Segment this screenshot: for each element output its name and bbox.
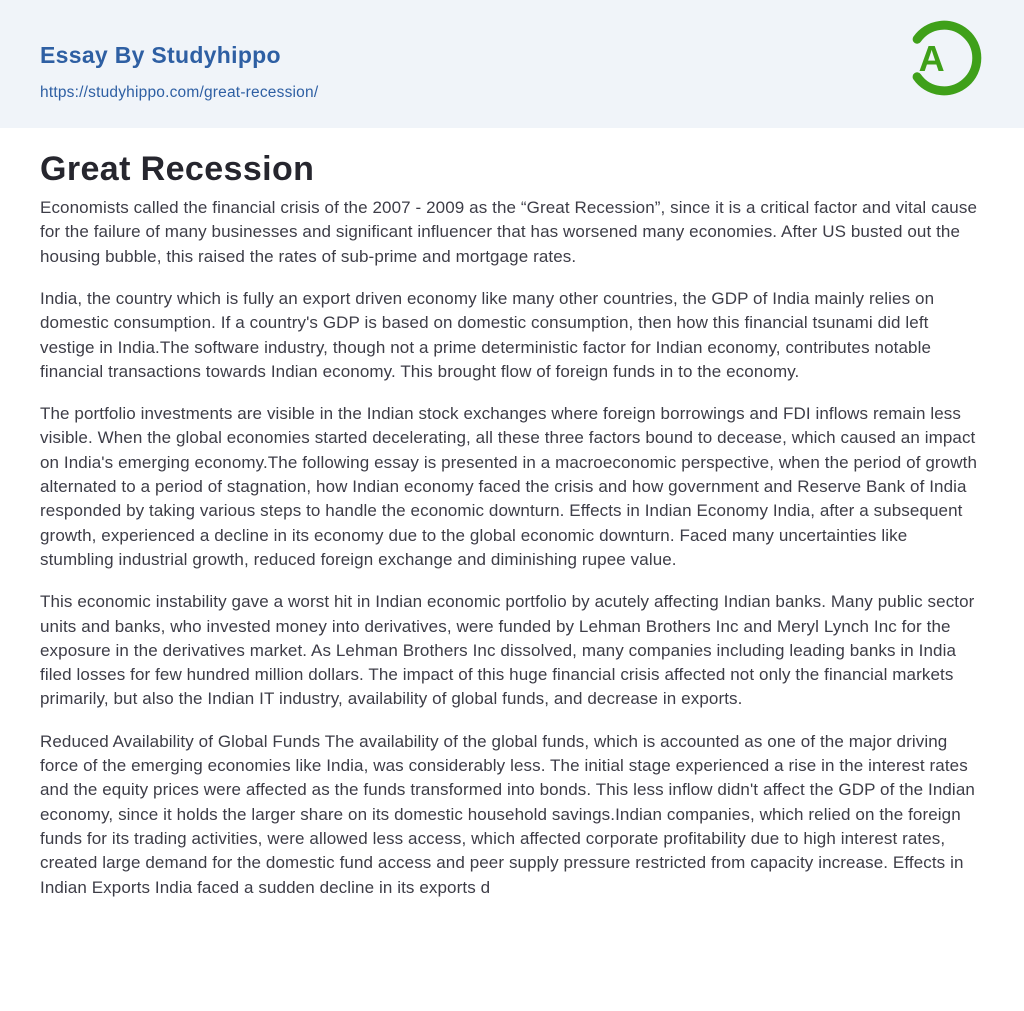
page-header bbox=[0, 0, 1024, 128]
essay-paragraph: India, the country which is fully an export driven economy like many other countries, the GDP of India mainly relies on domestic consumption. If a country's GDP is based on domestic consumption, then how this financial tsunami did left vestige in India.The software industry, though not a prime deterministic factor for Indian economy, contributes notable financial transactions towards Indian economy. This brought flow of foreign funds in to the economy. bbox=[40, 288, 935, 381]
essay-url-link[interactable]: https://studyhippo.com/great-recession/ bbox=[40, 84, 319, 101]
brand-title: Essay By Studyhippo bbox=[40, 42, 281, 68]
page-title: Great Recession bbox=[40, 150, 315, 188]
essay-paragraph: Reduced Availability of Global Funds The availability of the global funds, which is accounted as one of the major driving force of the emerging economies like India, was considerably less. The initial stage experienced a rise in the interest rates and the equity prices were affected as the funds transformed into bonds. This less inflow didn't affect the GDP of the Indian economy, since it holds the larger share on its domestic household savings.Indian companies, which relied on the foreign funds for its trading activities, were allowed less access, which affected corporate profitability due to high interest rates, created large demand for the domestic fund access and peer supply pressure restricted from capacity increase. Effects in Indian Exports India faced a sudden decline in its exports d bbox=[40, 731, 975, 897]
logo-letter: A bbox=[918, 38, 945, 80]
essay-content bbox=[0, 150, 1024, 900]
essay-paragraph: Economists called the financial crisis of the 2007 - 2009 as the “Great Recession”, since it is a critical factor and vital cause for the failure of many businesses and significant influencer that has worsened many economies. After US busted out the housing bubble, this raised the rates of sub-prime and mortgage rates. bbox=[40, 198, 977, 266]
studyhippo-logo bbox=[903, 17, 985, 99]
essay-paragraph: This economic instability gave a worst hit in Indian economic portfolio by acutely affecting Indian banks. Many public sector units and banks, who invested money into derivatives, were funded by Lehman Brothers Inc and Meryl Lynch Inc for the exposure in the derivatives market. As Lehman Brothers Inc dissolved, many companies including leading banks in India filed losses for few hundred million dollars. The impact of this huge financial crisis affected not only the financial markets primarily, but also the Indian IT industry, availability of global funds, and decrease in exports. bbox=[40, 592, 975, 709]
essay-paragraph: The portfolio investments are visible in the Indian stock exchanges where foreign borrowings and FDI inflows remain less visible. When the global economies started decelerating, all these three factors bound to decease, which caused an impact on India's emerging economy.The following essay is presented in a macroeconomic perspective, when the period of growth alternated to a period of stagnation, how Indian economy faced the crisis and how government and Reserve Bank of India responded by taking various steps to handle the economic downturn. Effects in Indian Economy India, after a subsequent growth, experienced a decline in its economy due to the global economic downturn. Faced many uncertainties like stumbling industrial growth, reduced foreign exchange and diminishing rupee value. bbox=[40, 404, 978, 569]
